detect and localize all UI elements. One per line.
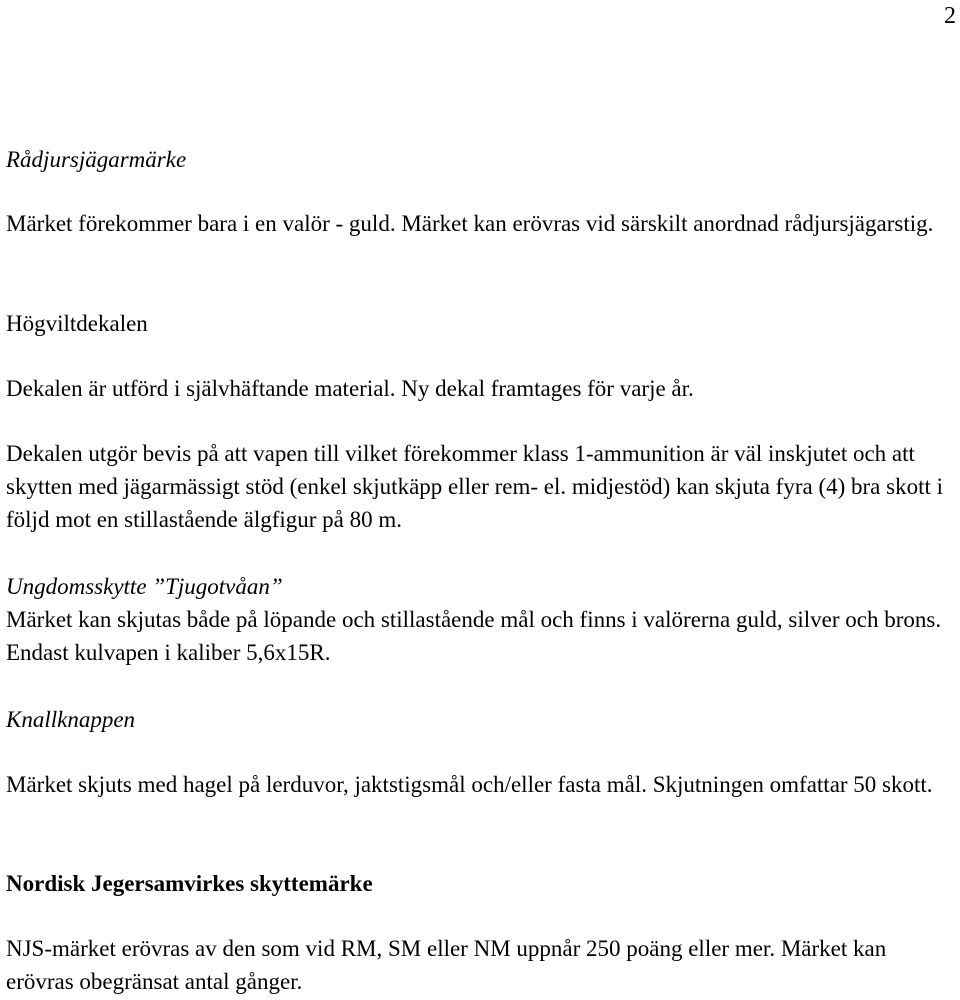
page-number: 2: [944, 3, 956, 29]
paragraph-radjursjagarmarke: Märket förekommer bara i en valör - guld. Märket kan erövras vid särskilt anordnad rådjursjägarstig.: [6, 211, 934, 236]
heading-ungdomsskytte: Ungdomsskytte ”Tjugotvåan”: [6, 574, 283, 599]
paragraph-hogviltdekalen-2: Dekalen utgör bevis på att vapen till vilket förekommer klass 1-ammunition är väl inskjutet och att skytten med jägarmässigt stöd (enkel skjutkäpp eller rem- el. midjestöd) kan skjuta fyra (4) bra skott i följd mot en stillastående älgfigur på 80 m.: [6, 441, 944, 532]
paragraph-hogviltdekalen-1: Dekalen är utförd i självhäftande material. Ny dekal framtages för varje år.: [6, 376, 694, 401]
paragraph-ungdomsskytte: Märket kan skjutas både på löpande och stillastående mål och finns i valörerna guld, silver och brons. Endast kulvapen i kaliber 5,6x15R.: [6, 607, 942, 665]
paragraph-nordisk-jegersamvirke: NJS-märket erövras av den som vid RM, SM eller NM uppnår 250 poäng eller mer. Märket kan erövras obegränsat antal gånger.: [6, 936, 887, 994]
heading-knallknappen: Knallknappen: [6, 707, 136, 732]
heading-nordisk-jegersamvirke: Nordisk Jegersamvirkes skyttemärke: [6, 871, 373, 896]
heading-radjursjagarmarke: Rådjursjägarmärke: [6, 147, 187, 172]
heading-hogviltdekalen: Högviltdekalen: [6, 311, 148, 336]
paragraph-knallknappen: Märket skjuts med hagel på lerduvor, jaktstigsmål och/eller fasta mål. Skjutningen omfattar 50 skott.: [6, 772, 933, 797]
